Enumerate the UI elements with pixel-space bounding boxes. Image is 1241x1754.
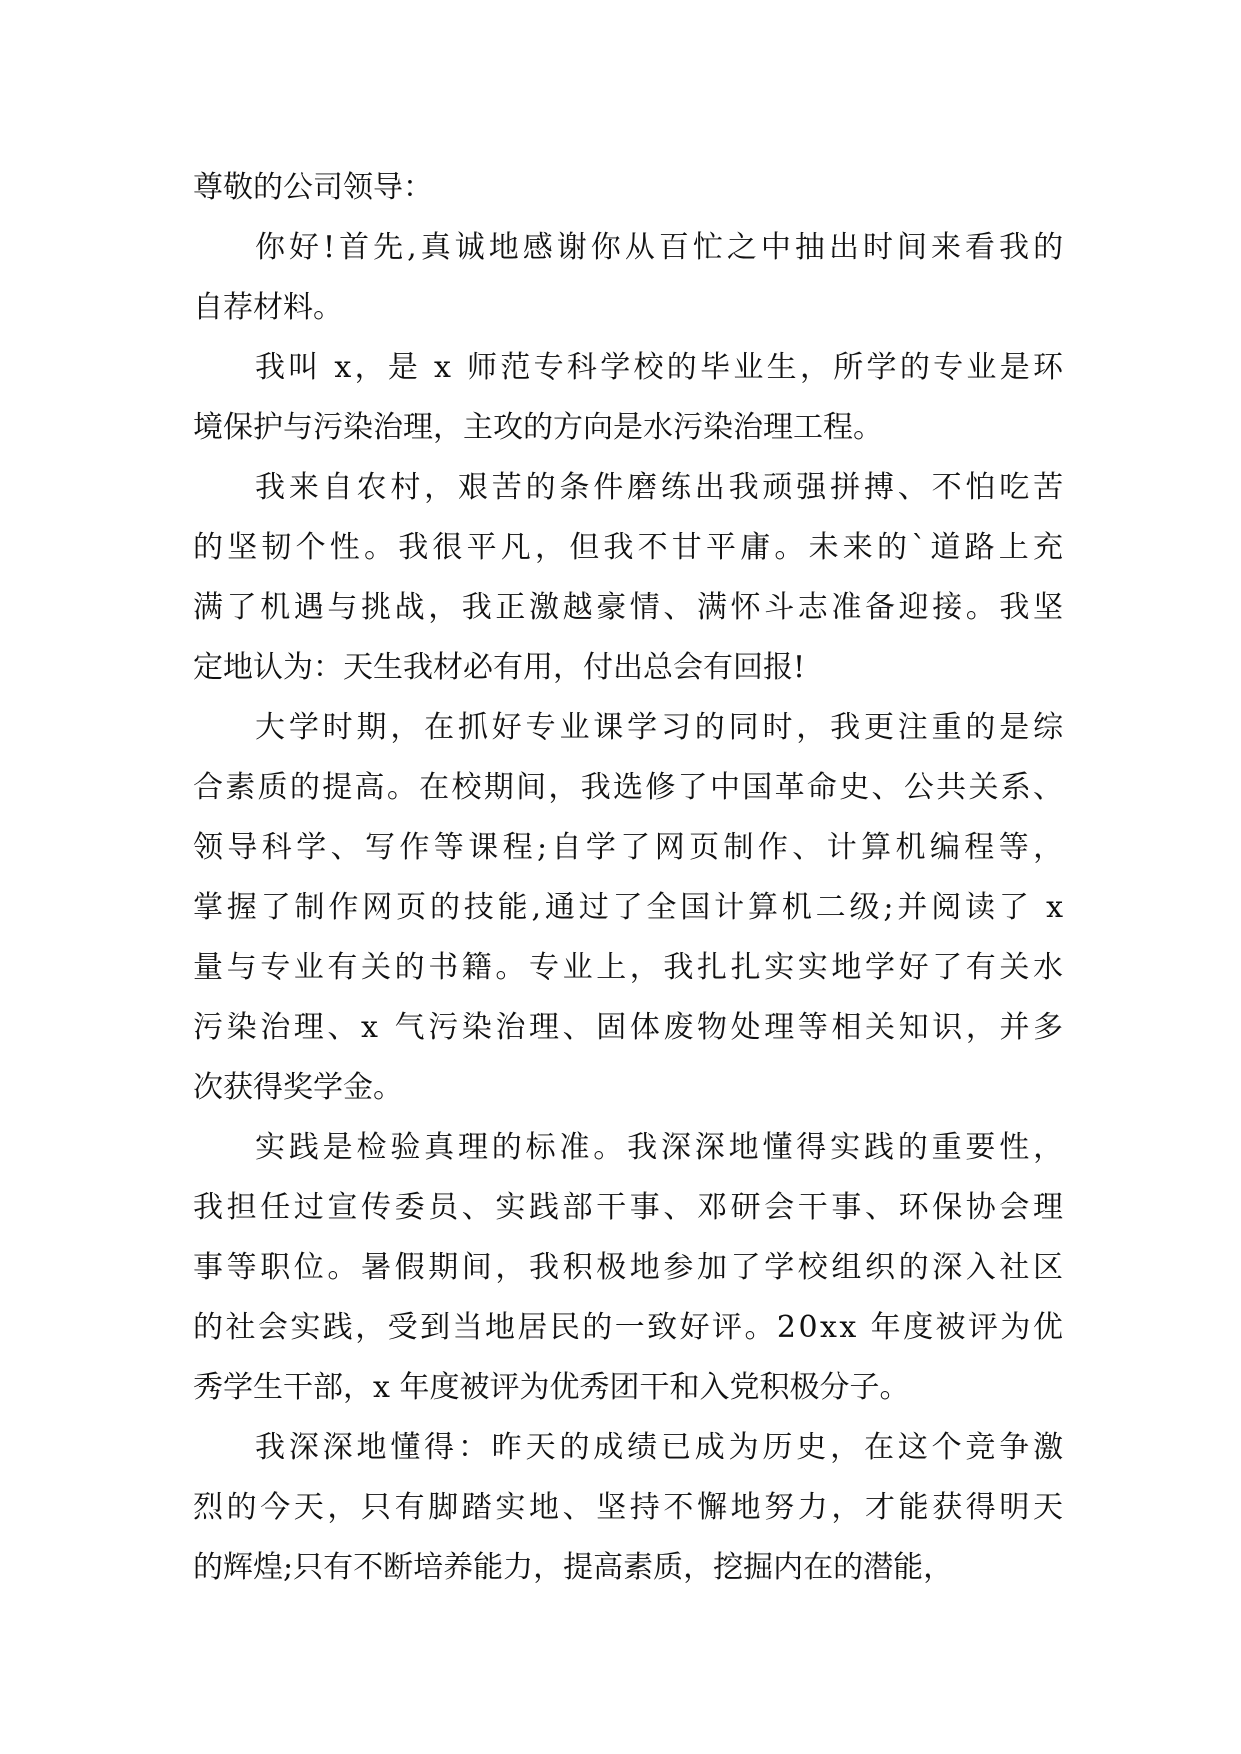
text-line: 满了机遇与挑战，我正激越豪情、满怀斗志准备迎接。我坚: [193, 590, 1067, 625]
text-line: 尊敬的公司领导：: [193, 170, 433, 205]
text-line: 我叫 x，是 x 师范专科学校的毕业生，所学的专业是环: [255, 350, 1067, 385]
text-line: 事等职位。暑假期间，我积极地参加了学校组织的深入社区: [193, 1250, 1067, 1285]
text-line: 我来自农村，艰苦的条件磨练出我顽强拼搏、不怕吃苦: [255, 470, 1067, 505]
text-line: 秀学生干部，x 年度被评为优秀团干和入党积极分子。: [193, 1370, 910, 1405]
text-line: 我担任过宣传委员、实践部干事、邓研会干事、环保协会理: [193, 1190, 1067, 1225]
text-line: 实践是检验真理的标准。我深深地懂得实践的重要性，: [255, 1130, 1067, 1165]
text-line: 自荐材料。: [193, 290, 343, 325]
text-line: 的社会实践，受到当地居民的一致好评。20xx 年度被评为优: [193, 1310, 1066, 1345]
text-line: 领导科学、写作等课程;自学了网页制作、计算机编程等，: [193, 830, 1068, 865]
text-line: 定地认为：天生我材必有用，付出总会有回报!: [193, 650, 806, 685]
text-line: 我深深地懂得：昨天的成绩已成为历史，在这个竞争激: [255, 1430, 1067, 1465]
text-line: 的坚韧个性。我很平凡，但我不甘平庸。未来的`道路上充: [193, 530, 1068, 565]
letter-body: [193, 158, 1068, 1598]
text-line: 次获得奖学金。: [193, 1070, 403, 1105]
text-line: 掌握了制作网页的技能,通过了全国计算机二级;并阅读了 x: [193, 890, 1067, 925]
text-line: 烈的今天，只有脚踏实地、坚持不懈地努力，才能获得明天: [193, 1490, 1067, 1525]
text-line: 量与专业有关的书籍。专业上，我扎扎实实地学好了有关水: [193, 950, 1067, 985]
text-line: 的辉煌;只有不断培养能力，提高素质，挖掘内在的潜能，: [193, 1550, 954, 1585]
text-line: 境保护与污染治理，主攻的方向是水污染治理工程。: [193, 410, 883, 445]
text-line: 合素质的提高。在校期间，我选修了中国革命史、公共关系、: [193, 770, 1066, 805]
text-line: 大学时期，在抓好专业课学习的同时，我更注重的是综: [255, 710, 1067, 745]
text-line: 污染治理、x 气污染治理、固体废物处理等相关知识，并多: [193, 1010, 1067, 1045]
text-line: 你好!首先,真诚地感谢你从百忙之中抽出时间来看我的: [255, 230, 1068, 265]
